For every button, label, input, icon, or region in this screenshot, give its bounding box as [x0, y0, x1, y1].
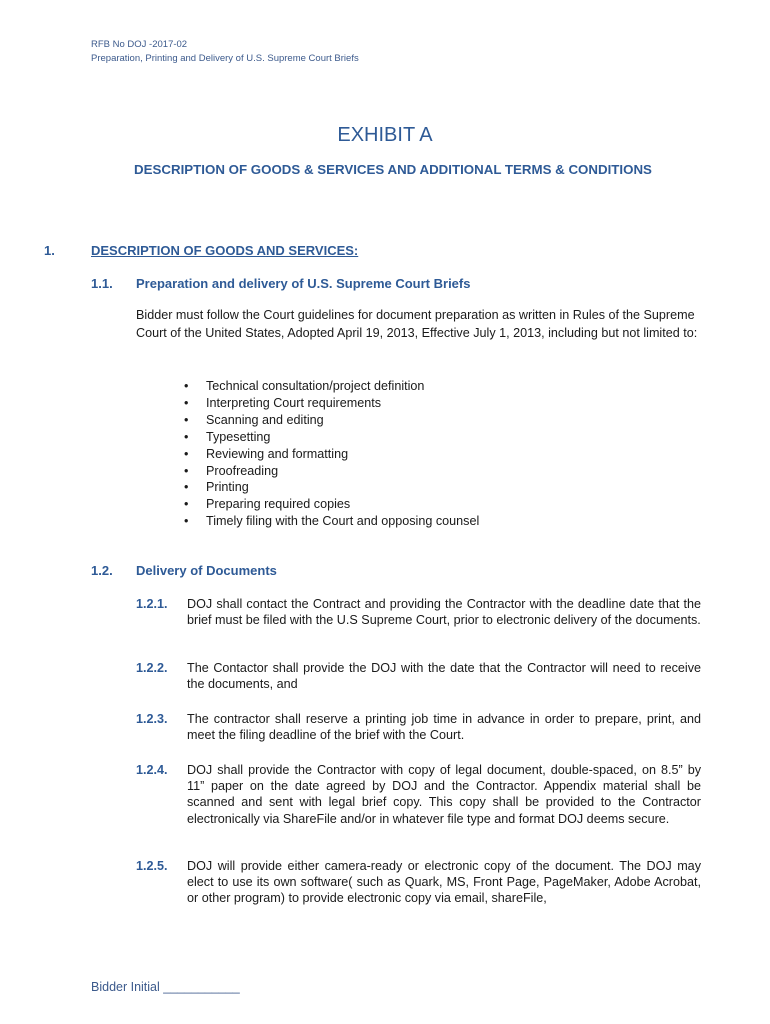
exhibit-title: EXHIBIT A [337, 124, 433, 146]
list-item: • Reviewing and formatting [178, 446, 479, 463]
section-1-1-paragraph: Bidder must follow the Court guidelines for document preparation as written in Rules of the Supreme Court of the United States, Adopted April 19, 2013, Effective July 1, 2013, including but not limited to: [136, 308, 698, 340]
section-1-number: 1. [44, 243, 55, 258]
list-item: • Proofreading [178, 463, 479, 480]
list-item: • Timely filing with the Court and opposing counsel [178, 513, 479, 530]
list-item: • Preparing required copies [178, 496, 479, 513]
list-item: • Typesetting [178, 429, 479, 446]
running-header [91, 38, 359, 66]
list-item: • Scanning and editing [178, 412, 479, 429]
section-1-2-number: 1.2. [91, 563, 113, 578]
subsection-text: The contractor shall reserve a printing job time in advance in order to prepare, print, and meet the filing deadline of the brief with the Court. [187, 712, 701, 743]
section-1-heading: DESCRIPTION OF GOODS AND SERVICES: [91, 243, 359, 258]
subsection-1-2-5 [136, 858, 701, 907]
list-item: • Printing [178, 479, 479, 496]
subsection-1-2-2 [136, 660, 701, 692]
list-item: • Interpreting Court requirements [178, 395, 479, 412]
subsection-text: DOJ shall provide the Contractor with copy of legal document, double-spaced, on 8.5” by 11” paper on the date agreed by DOJ and the Contractor. Appendix material shall be scanned and sent with legal brief copy. This copy shall be provided to the Contractor electronically via ShareFile and/or in whatever file type and format DOJ deems secure. [187, 763, 701, 826]
header-project-title: Preparation, Printing and Delivery of U.S. Supreme Court Briefs [91, 53, 359, 64]
list-item: • Technical consultation/project definition [178, 378, 479, 395]
subsection-number: 1.2.4. [136, 763, 168, 777]
section-1-1-number: 1.1. [91, 276, 113, 291]
section-1-1-heading: Preparation and delivery of U.S. Supreme Court Briefs [136, 276, 471, 291]
subsection-number: 1.2.5. [136, 859, 168, 873]
subsection-number: 1.2.1. [136, 597, 168, 611]
subsection-number: 1.2.2. [136, 661, 168, 675]
exhibit-subtitle: DESCRIPTION OF GOODS & SERVICES AND ADDITIONAL TERMS & CONDITIONS [134, 162, 652, 177]
bidder-initial-field: Bidder Initial ___________ [91, 980, 240, 994]
subsection-1-2-1 [136, 596, 701, 628]
services-bullet-list [178, 378, 479, 530]
header-rfb-number: RFB No DOJ -2017-02 [91, 39, 188, 50]
subsection-1-2-3 [136, 711, 701, 743]
subsection-1-2-4 [136, 762, 701, 827]
subsection-number: 1.2.3. [136, 712, 168, 726]
subsection-text: DOJ shall contact the Contract and providing the Contractor with the deadline date that the brief must be filed with the U.S Supreme Court, prior to electronic delivery of the documents. [187, 597, 701, 628]
subsection-text: DOJ will provide either camera-ready or electronic copy of the document. The DOJ may elect to use its own software( such as Quark, MS, Front Page, PageMaker, Adobe Acrobat, or other program) to provide electronic copy via email, shareFile, [187, 859, 701, 906]
section-1-2-heading: Delivery of Documents [136, 563, 277, 578]
subsection-text: The Contactor shall provide the DOJ with the date that the Contractor will need to receive the documents, and [187, 661, 701, 692]
